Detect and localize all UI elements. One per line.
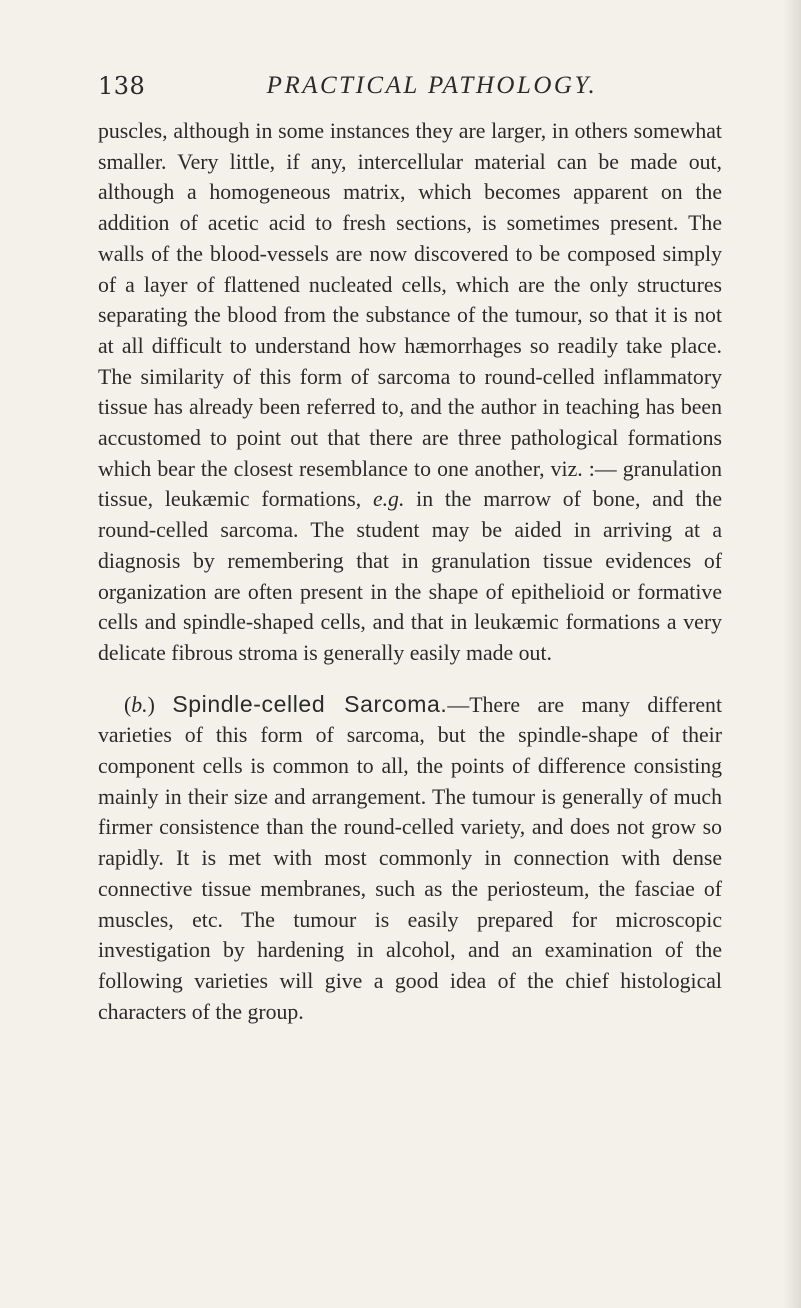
page-edge-shadow — [783, 0, 801, 1308]
paragraph-1-text-b: in the marrow of bone, and the round-celled sarcoma. The student may be aided in arriving at a diagnosis by remembering that in granulation tissue evidences of organization are often present in the shape of epithelioid or formative cells and spindle-shaped cells, and that in leukæmic formations a very delicate fibrous stroma is generally easily made out. — [98, 487, 722, 665]
paragraph-1-text-a: puscles, although in some instances they are larger, in others somewhat smaller. Very little, if any, intercellular material can be made out, although a homogeneous matrix, which becomes apparent on the addition of acetic acid to fresh sections, is sometimes present. The walls of the blood-vessels are now discovered to be composed simply of a layer of flattened nucleated cells, which are the only structures separating the blood from the substance of the tumour, so that it is not at all difficult to understand how hæmorrhages so readily take place. The similarity of this form of sarcoma to round-celled inflammatory tissue has already been referred to, and the author in teaching has been accustomed to point out that there are three pathological formations which bear the closest resemblance to one another, viz. :— granulation tissue, leukæmic formations, — [98, 119, 722, 512]
section-marker-letter: b. — [131, 692, 148, 717]
section-marker-open: ( — [124, 692, 132, 717]
page-number: 138 — [98, 72, 146, 100]
section-heading: Spindle-celled Sarcoma. — [172, 690, 448, 717]
body-text — [98, 116, 722, 1027]
section-marker-close: ) — [147, 692, 173, 717]
running-head — [98, 72, 726, 108]
paragraph-continuation — [98, 116, 722, 669]
paragraph-1-italic-eg: e.g. — [372, 487, 405, 512]
paragraph-spindle-celled-sarcoma — [98, 689, 722, 1028]
paragraph-2-text: —There are many different varieties of this form of sarcoma, but the spindle-shape of their component cells is common to all, the points of difference consisting mainly in their size and arrangement. The tumour is generally of much firmer consistence than the round-celled variety, and does not grow so rapidly. It is met with most commonly in connection with dense connective tissue membranes, such as the periosteum, the fasciae of muscles, etc. The tumour is easily prepared for microscopic investigation by hardening in alcohol, and an examination of the following varieties will give a good idea of the chief histological characters of the group. — [98, 692, 722, 1024]
running-title: PRACTICAL PATHOLOGY. — [266, 72, 598, 99]
